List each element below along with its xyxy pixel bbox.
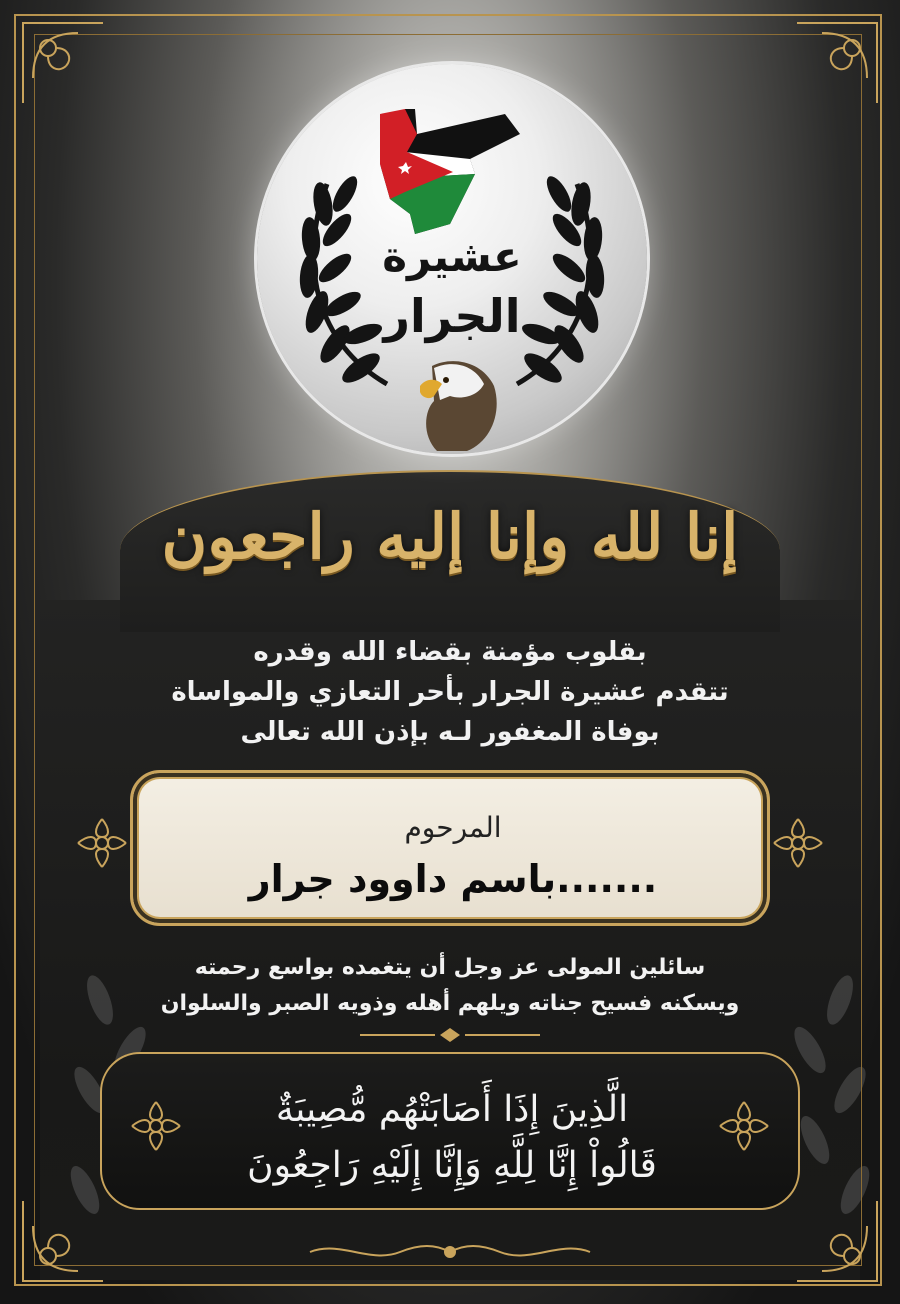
intro-line: تتقدم عشيرة الجرار بأحر التعازي والمواساة (171, 677, 729, 707)
divider-ornament-icon (360, 1028, 540, 1042)
corner-ornament-icon (792, 18, 882, 108)
flourish-icon (770, 815, 826, 871)
flourish-icon (128, 1098, 184, 1154)
corner-ornament-icon (792, 1196, 882, 1286)
intro-text (150, 632, 750, 752)
prayer-line: سائلين المولى عز وجل أن يتغمده بواسع رحمته (194, 955, 706, 980)
prayer-text (150, 950, 750, 1022)
clan-emblem (257, 64, 647, 454)
bottom-ornament-icon (300, 1240, 600, 1264)
corner-ornament-icon (18, 18, 108, 108)
quran-verse-frame (100, 1052, 800, 1210)
intro-line: بقلوب مؤمنة بقضاء الله وقدره (253, 637, 647, 667)
quran-verse (102, 1082, 802, 1194)
eagle-icon (412, 356, 502, 451)
verse-line: الَّذِينَ إِذَا أَصَابَتْهُم مُّصِيبَةٌ (275, 1089, 629, 1130)
deceased-label: المرحوم (404, 811, 502, 844)
flourish-icon (74, 815, 130, 871)
clan-name-line1: عشيرة (382, 232, 522, 281)
clan-name-line2: الجرار (383, 289, 521, 343)
intro-line: بوفاة المغفور لـه بإذن الله تعالى (240, 717, 660, 747)
title-calligraphy: إنا لله وإنا إليه راجعون (161, 500, 739, 573)
prayer-line: ويسكنه فسيح جناته ويلهم أهله وذويه الصبر والسلوان (160, 991, 740, 1016)
corner-ornament-icon (18, 1196, 108, 1286)
jordan-map-flag-icon (375, 104, 525, 234)
deceased-name-frame (130, 770, 770, 926)
verse-line: قَالُواْ إِنَّا لِلَّهِ وَإِنَّا إِلَيْهِ رَاجِعُونَ (247, 1145, 657, 1186)
deceased-name: .......باسم داوود جرار (248, 857, 658, 901)
flourish-icon (716, 1098, 772, 1154)
